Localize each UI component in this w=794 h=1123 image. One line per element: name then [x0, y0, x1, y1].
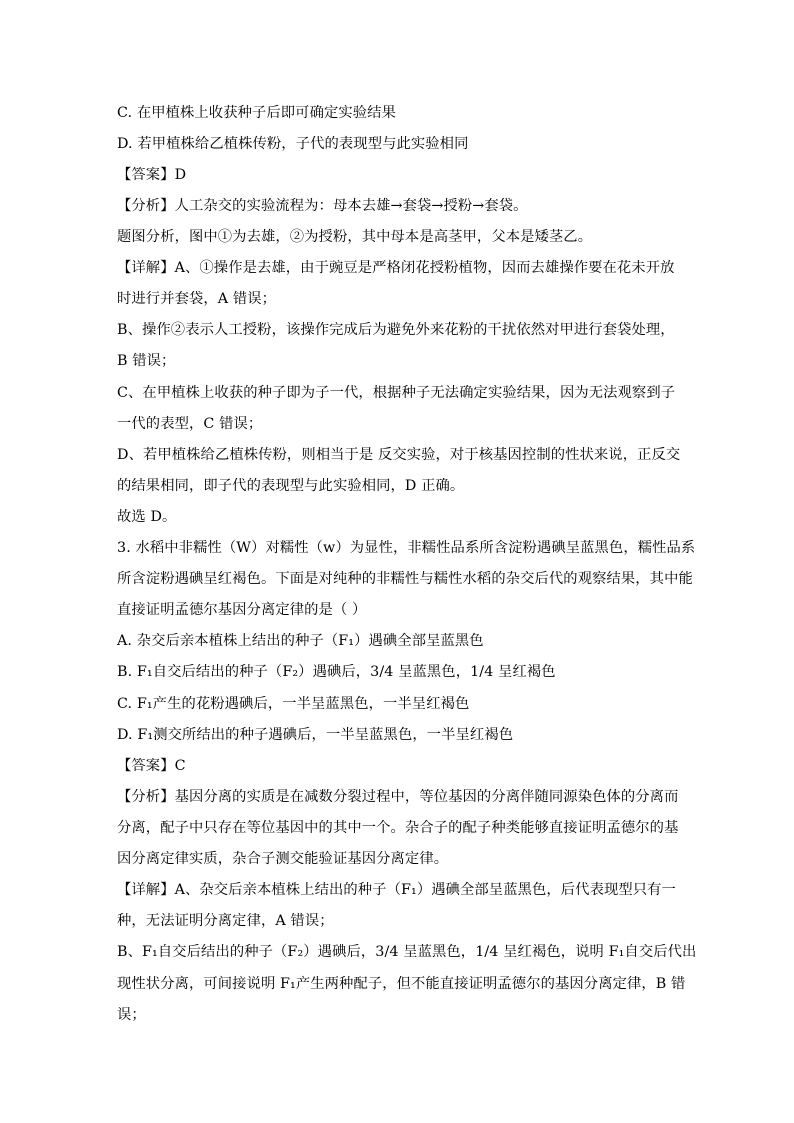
- question-3-line: 3. 水稻中非糯性（W）对糯性（w）为显性，非糯性品系所含淀粉遇碘呈蓝黑色，糯性品系: [117, 540, 696, 556]
- text-line: 一代的表型，C 错误；: [117, 416, 263, 432]
- text-line: 分离，配子中只存在等位基因中的其中一个。杂合子的配子种类能够直接证明孟德尔的基: [117, 820, 679, 836]
- option-c-line: C. F₁产生的花粉遇碘后，一半呈蓝黑色，一半呈红褐色: [117, 696, 470, 712]
- answer-line: 【答案】D: [117, 167, 187, 183]
- text-line: 题图分析，图中①为去雄，②为授粉，其中母本是高茎甲，父本是矮茎乙。: [117, 229, 593, 245]
- option-d-line: D. F₁测交所结出的种子遇碘后，一半呈蓝黑色，一半呈红褐色: [117, 727, 514, 743]
- explanation-line: 【详解】A、①操作是去雄，由于豌豆是严格闭花授粉植物，因而去雄操作要在花未开放: [117, 260, 675, 276]
- option-c-line: C. 在甲植株上收获种子后即可确定实验结果: [117, 105, 396, 121]
- answer-line: 【答案】C: [117, 758, 186, 774]
- text-line: 现性状分离，可间接说明 F₁产生两种配子，但不能直接证明孟德尔的基因分离定律，B 错: [117, 976, 686, 992]
- text-line: 因分离定律实质，杂合子测交能验证基因分离定律。: [117, 851, 449, 867]
- analysis-line: 【分析】基因分离的实质是在减数分裂过程中，等位基因的分离伴随同源染色体的分离而: [117, 789, 679, 805]
- text-line: B、F₁自交后结出的种子（F₂）遇碘后，3/4 呈蓝黑色，1/4 呈红褐色，说明 F₁自交后代出: [117, 944, 697, 960]
- text-line: D、若甲植株给乙植株传粉，则相当于是 反交实验，对于核基因控制的性状来说，正反交: [117, 447, 681, 463]
- text-line: 的结果相同，即子代的表现型与此实验相同，D 正确。: [117, 478, 465, 494]
- text-line: B 错误；: [117, 353, 176, 369]
- analysis-line: 【分析】人工杂交的实验流程为：母本去雄→套袋→授粉→套袋。: [117, 198, 528, 214]
- option-b-line: B. F₁自交后结出的种子（F₂）遇碘后，3/4 呈蓝黑色，1/4 呈红褐色: [117, 664, 556, 680]
- text-line: B、操作②表示人工授粉，该操作完成后为避免外来花粉的干扰依然对甲进行套袋处理，: [117, 322, 675, 338]
- text-line: 直接证明孟德尔基因分离定律的是（ ）: [117, 602, 367, 618]
- text-line: 时进行并套袋，A 错误；: [117, 291, 277, 307]
- option-a-line: A. 杂交后亲本植株上结出的种子（F₁）遇碘全部呈蓝黑色: [117, 633, 484, 649]
- conclusion-line: 故选 D。: [117, 509, 177, 525]
- option-d-line: D. 若甲植株给乙植株传粉，子代的表现型与此实验相同: [117, 136, 469, 152]
- explanation-line: 【详解】A、杂交后亲本植株上结出的种子（F₁）遇碘全部呈蓝黑色，后代表现型只有一: [117, 882, 676, 898]
- text-line: 种，无法证明分离定律，A 错误；: [117, 913, 334, 929]
- text-line: 误；: [117, 1007, 146, 1023]
- text-line: 所含淀粉遇碘呈红褐色。下面是对纯种的非糯性与糯性水稻的杂交后代的观察结果，其中能: [117, 571, 693, 587]
- text-line: C、在甲植株上收获的种子即为子一代，根据种子无法确定实验结果，因为无法观察到子: [117, 385, 676, 401]
